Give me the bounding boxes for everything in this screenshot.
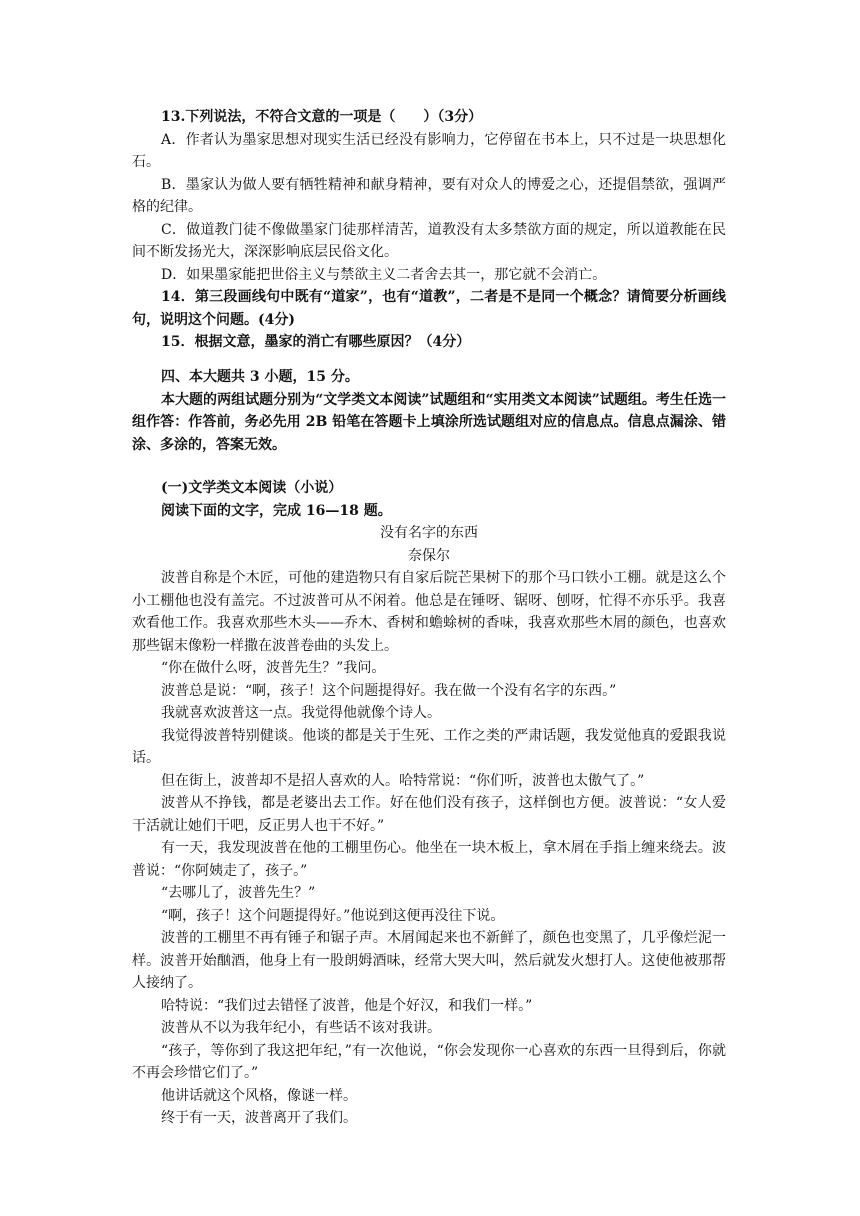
- story-paragraph: “啊，孩子！这个问题提得好。”他说到这便再没往下说。: [161, 907, 505, 924]
- section-four: [132, 366, 726, 456]
- section-four-heading: 四、本大题共 3 小题，15 分。: [161, 369, 359, 385]
- subsection-heading: (一)文学类文本阅读（小说）: [161, 480, 343, 496]
- story-paragraph: 我就喜欢波普这一点。我觉得他就像个诗人。: [161, 705, 441, 721]
- story-paragraph: 终于有一天，波普离开了我们。: [161, 1110, 357, 1126]
- reading-prompt: 阅读下面的文字，完成 16—18 题。: [161, 502, 392, 519]
- story-paragraph: 波普从不以为我年纪小，有些话不该对我讲。: [161, 1020, 441, 1036]
- literary-reading: [132, 477, 726, 1130]
- q13-option-c: C．做道教门徒不像做墨家门徒那样清苦，道教没有太多禁欲方面的规定，所以道教能在民间不断发扬光大，深深影响底层民俗文化。: [132, 221, 726, 260]
- story-paragraph: 波普的工棚里不再有锤子和锯子声。木屑闻起来也不新鲜了，颜色也变黑了，几乎像烂泥一样。波普开始酗酒，他身上有一股朗姆酒味，经常大哭大叫，然后就发火想打人。这使他被那帮人接纳了。: [132, 930, 726, 991]
- section-four-instruction: 本大题的两组试题分别为“文学类文本阅读”试题组和“实用类文本阅读”试题组。考生任选一组作答：作答前，务必先用 2B 铅笔在答题卡上填涂所选试题组对应的信息点。信息点漏涂、错涂、多涂的，答案无效。: [132, 391, 726, 453]
- story-paragraph: “你在做什么呀，波普先生？”我问。: [161, 660, 386, 676]
- story-paragraph: “去哪儿了，波普先生？”: [161, 885, 316, 901]
- story-author: 奈保尔: [408, 547, 450, 564]
- story-paragraph: 但在街上，波普却不是招人喜欢的人。哈特常说：“你们听，波普也太傲气了。”: [161, 772, 645, 789]
- q13-option-a: A．作者认为墨家思想对现实生活已经没有影响力，它停留在书本上，只不过是一块思想化石。: [132, 131, 726, 170]
- story-paragraph: 波普自称是个木匠，可他的建造物只有自家后院芒果树下的那个马口铁小工棚。就是这么个小工棚他也没有盖完。不过波普可从不闲着。他总是在锤呀、锯呀、刨呀，忙得不亦乐乎。我喜欢看他工作。我喜欢那些木头——乔木、香树和蟾蜍树的香味，我喜欢那些木屑的颜色，也喜欢那些锯末像粉一样撒在波普卷曲的头发上。: [132, 570, 726, 654]
- q13-option-b: B．墨家认为做人要有牺牲精神和献身精神，要有对众人的博爱之心，还提倡禁欲，强调严格的纪律。: [132, 176, 726, 215]
- question-13: [132, 106, 726, 286]
- story-paragraph: 我觉得波普特别健谈。他谈的都是关于生死、工作之类的严肃话题，我发觉他真的爱跟我说话。: [132, 727, 726, 766]
- story-paragraph: 有一天，我发现波普在他的工棚里伤心。他坐在一块木板上，拿木屑在手指上缠来绕去。波普说：“你阿姨走了，孩子。”: [132, 840, 726, 879]
- story-paragraph: “孩子，等你到了我这把年纪，”有一次他说，“你会发现你一心喜欢的东西一旦得到后，你就不再会珍惜它们了。”: [132, 1042, 726, 1081]
- question-14: 14．第三段画线句中既有“道家”，也有“道教”，二者是不是同一个概念？请简要分析画线句，说明这个问题。(4分): [132, 289, 726, 328]
- story-paragraph: 波普从不挣钱，都是老婆出去工作。好在他们没有孩子，这样倒也方便。波普说：“女人爱干活就让她们干吧，反正男人也干不好。”: [132, 795, 726, 834]
- question-13-title: 13.下列说法，不符合文意的一项是（ ）（3分）: [161, 109, 483, 125]
- story-title: 没有名字的东西: [380, 525, 478, 541]
- question-15: 15．根据文意，墨家的消亡有哪些原因？（4分）: [161, 334, 471, 350]
- q13-option-d: D．如果墨家能把世俗主义与禁欲主义二者舍去其一，那它就不会消亡。: [161, 266, 607, 283]
- story-paragraph: 波普总是说：“啊，孩子！这个问题提得好。我在做一个没有名字的东西。”: [161, 682, 617, 699]
- story-paragraph: 哈特说：“我们过去错怪了波普，他是个好汉，和我们一样。”: [161, 997, 533, 1014]
- story-paragraph: 他讲话就这个风格，像谜一样。: [161, 1087, 357, 1104]
- question-14-15: [132, 286, 726, 354]
